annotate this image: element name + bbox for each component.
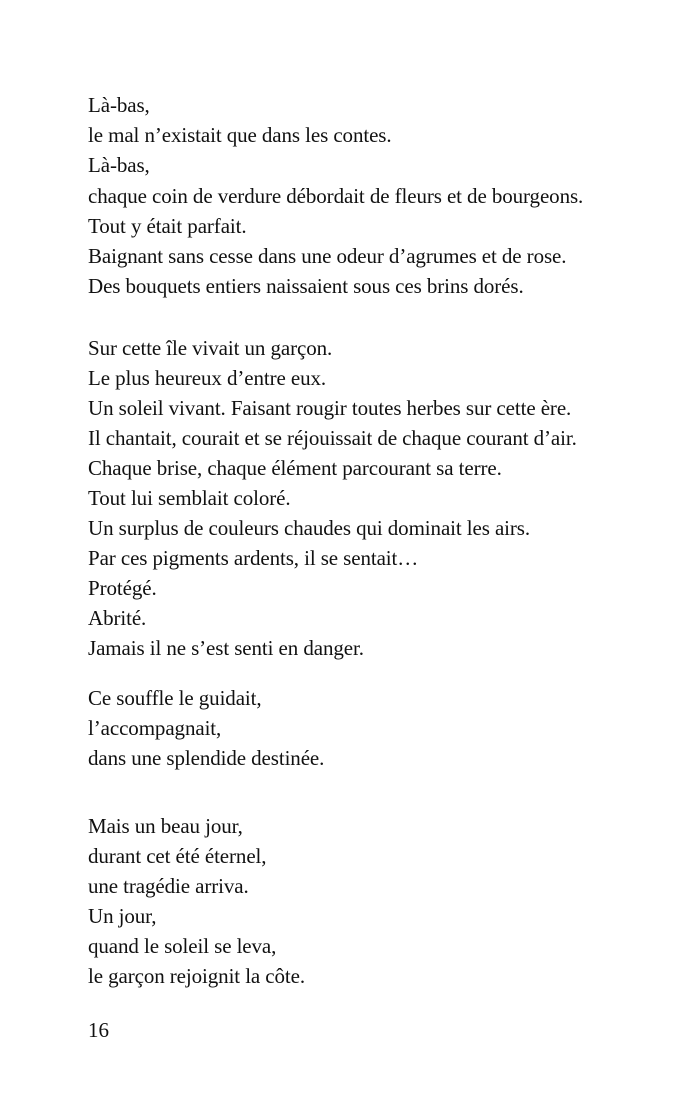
poem-line: le mal n’existait que dans les contes. bbox=[88, 123, 392, 147]
poem-line: Ce souffle le guidait, bbox=[88, 686, 262, 710]
poem-line: chaque coin de verdure débordait de fleurs et de bourgeons. bbox=[88, 184, 584, 208]
poem-line: durant cet été éternel, bbox=[88, 844, 267, 868]
poem-line: Là-bas, bbox=[88, 153, 150, 177]
poem-line: Jamais il ne s’est senti en danger. bbox=[88, 636, 364, 660]
poem-line: Abrité. bbox=[88, 606, 147, 630]
page-number: 16 bbox=[88, 1018, 109, 1042]
poem-line: Un soleil vivant. Faisant rougir toutes herbes sur cette ère. bbox=[88, 396, 572, 420]
poem-line: Sur cette île vivait un garçon. bbox=[88, 336, 333, 360]
poem-line: l’accompagnait, bbox=[88, 716, 222, 740]
poem-line: Tout y était parfait. bbox=[88, 214, 247, 238]
poem-line: Par ces pigments ardents, il se sentait… bbox=[88, 546, 419, 570]
poem-line: Un jour, bbox=[88, 904, 157, 928]
poem-line: le garçon rejoignit la côte. bbox=[88, 964, 306, 988]
poem-line: Chaque brise, chaque élément parcourant sa terre. bbox=[88, 456, 502, 480]
poem-line: Mais un beau jour, bbox=[88, 814, 243, 838]
poem-line: Il chantait, courait et se réjouissait de chaque courant d’air. bbox=[88, 426, 577, 450]
poem-line: une tragédie arriva. bbox=[88, 874, 249, 898]
poem-line: Baignant sans cesse dans une odeur d’agrumes et de rose. bbox=[88, 244, 567, 268]
poem-line: Des bouquets entiers naissaient sous ces brins dorés. bbox=[88, 274, 524, 298]
poem-line: Là-bas, bbox=[88, 93, 150, 117]
poem-line: Le plus heureux d’entre eux. bbox=[88, 366, 327, 390]
poem-line: Tout lui semblait coloré. bbox=[88, 486, 291, 510]
poem-line: Un surplus de couleurs chaudes qui dominait les airs. bbox=[88, 516, 531, 540]
poem-line: dans une splendide destinée. bbox=[88, 746, 325, 770]
poem-line: quand le soleil se leva, bbox=[88, 934, 277, 958]
poem-line: Protégé. bbox=[88, 576, 157, 600]
